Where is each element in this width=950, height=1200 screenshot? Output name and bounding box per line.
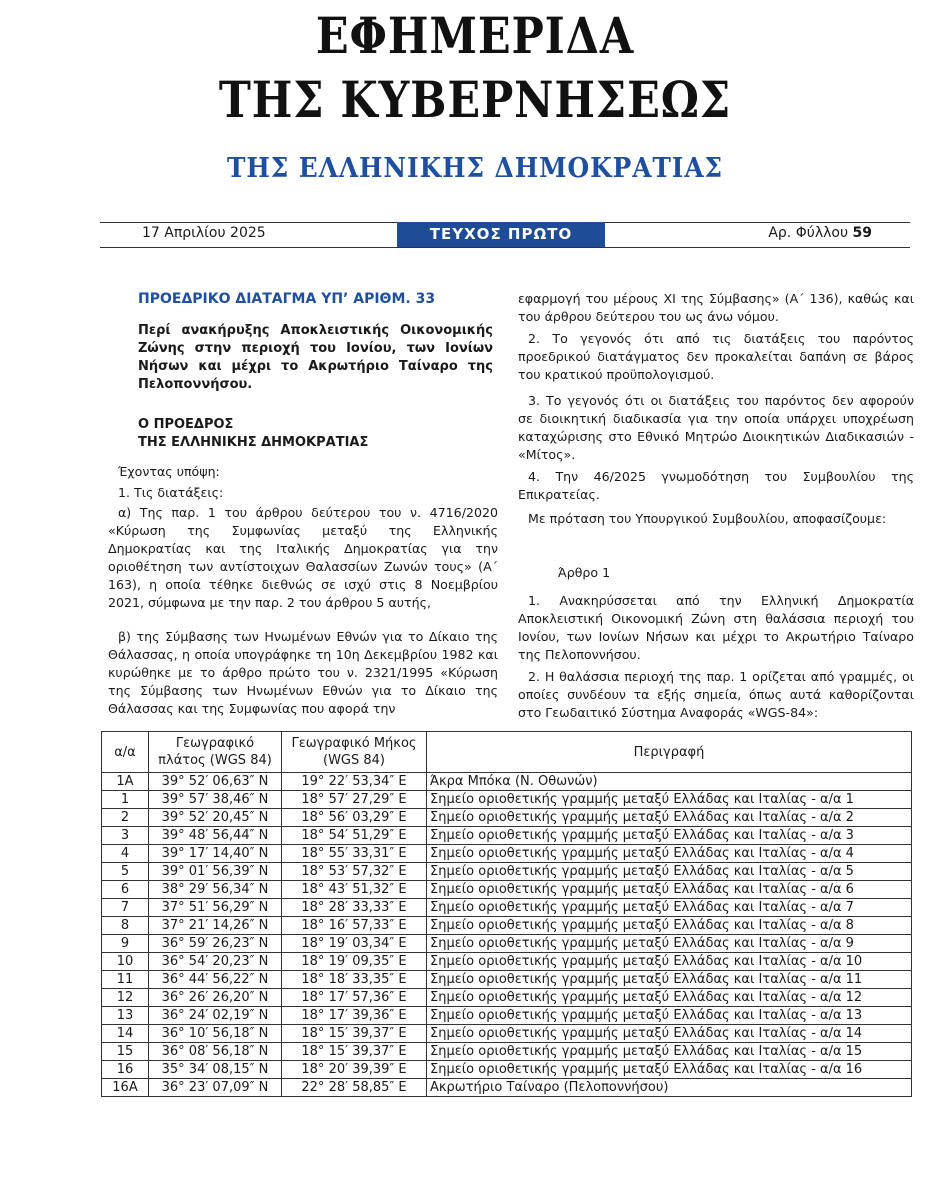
table-row — [102, 917, 912, 935]
cell-latitude: 39° 52′ 06,63″ N — [149, 773, 282, 791]
cell-longitude: 18° 53′ 57,32″ E — [282, 863, 427, 881]
cell-description: Σημείο οριοθετικής γραμμής μεταξύ Ελλάδας και Ιταλίας - α/α 2 — [427, 809, 912, 827]
issue-sheet-number — [768, 225, 872, 241]
cell-aa: 7 — [102, 899, 149, 917]
cell-description: Σημείο οριοθετικής γραμμής μεταξύ Ελλάδας και Ιταλίας - α/α 1 — [427, 791, 912, 809]
cell-latitude: 36° 44′ 56,22″ N — [149, 971, 282, 989]
cell-description: Σημείο οριοθετικής γραμμής μεταξύ Ελλάδας και Ιταλίας - α/α 16 — [427, 1061, 912, 1079]
cell-aa: 14 — [102, 1025, 149, 1043]
cell-longitude: 18° 15′ 39,37″ E — [282, 1025, 427, 1043]
table-row — [102, 1079, 912, 1097]
table-row — [102, 827, 912, 845]
cell-aa: 10 — [102, 953, 149, 971]
header-description: Περιγραφή — [427, 732, 912, 773]
issue-date: 17 Απριλίου 2025 — [142, 225, 266, 241]
cell-latitude: 36° 08′ 56,18″ N — [149, 1043, 282, 1061]
cell-latitude: 39° 17′ 14,40″ N — [149, 845, 282, 863]
issue-sheet-label: Αρ. Φύλλου — [768, 225, 849, 241]
table-row — [102, 1043, 912, 1061]
cell-aa: 9 — [102, 935, 149, 953]
cell-aa: 3 — [102, 827, 149, 845]
cell-latitude: 39° 57′ 38,46″ N — [149, 791, 282, 809]
cell-longitude: 18° 17′ 57,36″ E — [282, 989, 427, 1007]
cell-aa: 5 — [102, 863, 149, 881]
cell-description: Σημείο οριοθετικής γραμμής μεταξύ Ελλάδας και Ιταλίας - α/α 4 — [427, 845, 912, 863]
president-title — [138, 416, 368, 452]
cell-description: Σημείο οριοθετικής γραμμής μεταξύ Ελλάδας και Ιταλίας - α/α 15 — [427, 1043, 912, 1061]
right-paragraph-4: 4. Την 46/2025 γνωμοδότηση του Συμβουλίου της Επικρατείας. — [518, 469, 914, 502]
left-paragraph-4: β) της Σύμβασης των Ηνωμένων Εθνών για το Δίκαιο της Θάλασσας, η οποία υπογράφηκε τη 10η Δεκεμβρίου 1982 και κυρώθηκε με το άρθρο πρώτο του ν. 2321/1995 «Κύρωση της Σύμβασης των Ηνωμένων Εθνών για το Δίκαιο της Θάλασσας και της Συμφωνίας που αφορά την — [108, 629, 498, 716]
cell-aa: 16Α — [102, 1079, 149, 1097]
cell-longitude: 18° 17′ 39,36″ E — [282, 1007, 427, 1025]
president-line1: Ο ΠΡΟΕΔΡΟΣ — [138, 417, 234, 432]
table-row — [102, 1061, 912, 1079]
cell-longitude: 18° 18′ 33,35″ E — [282, 971, 427, 989]
cell-longitude: 18° 19′ 03,34″ E — [282, 935, 427, 953]
cell-aa: 13 — [102, 1007, 149, 1025]
cell-aa: 11 — [102, 971, 149, 989]
table-body — [102, 773, 912, 1097]
cell-aa: 4 — [102, 845, 149, 863]
cell-aa: 12 — [102, 989, 149, 1007]
left-paragraph-3: α) Της παρ. 1 του άρθρου δεύτερου του ν. 4716/2020 «Κύρωση της Συμφωνίας μεταξύ της Ελληνικής Δημοκρατίας και της Ιταλικής Δημοκρατίας για την οριοθέτηση των αντίστοιχων Θαλασσίων Ζωνών τους» (Α΄ 163), η οποία τέθηκε διεθνώς σε ισχύ στις 8 Νοεμβρίου 2021, σύμφωνα με την παρ. 2 του άρθρου 5 αυτής, — [108, 505, 498, 610]
cell-latitude: 36° 23′ 07,09″ N — [149, 1079, 282, 1097]
cell-description: Ακρωτήριο Ταίναρο (Πελοποννήσου) — [427, 1079, 912, 1097]
left-paragraph-1: Έχοντας υπόψη: — [118, 464, 220, 479]
table-header-row — [102, 732, 912, 773]
table-row — [102, 1025, 912, 1043]
cell-longitude: 18° 20′ 39,39″ E — [282, 1061, 427, 1079]
cell-latitude: 36° 26′ 26,20″ N — [149, 989, 282, 1007]
cell-longitude: 18° 43′ 51,32″ E — [282, 881, 427, 899]
masthead-title-line1: ΕΦΗΜΕΡΙΔΑ — [315, 6, 635, 65]
cell-longitude: 18° 56′ 03,29″ E — [282, 809, 427, 827]
cell-description: Σημείο οριοθετικής γραμμής μεταξύ Ελλάδας και Ιταλίας - α/α 13 — [427, 1007, 912, 1025]
cell-description: Σημείο οριοθετικής γραμμής μεταξύ Ελλάδας και Ιταλίας - α/α 9 — [427, 935, 912, 953]
right-paragraph-2: 2. Το γεγονός ότι από τις διατάξεις του παρόντος προεδρικού διατάγματος δεν προκαλείται δαπάνη σε βάρος του κρατικού προϋπολογισμού. — [518, 331, 914, 382]
cell-description: Σημείο οριοθετικής γραμμής μεταξύ Ελλάδας και Ιταλίας - α/α 8 — [427, 917, 912, 935]
table-row — [102, 935, 912, 953]
cell-longitude: 19° 22′ 53,34″ E — [282, 773, 427, 791]
table-row — [102, 881, 912, 899]
cell-latitude: 35° 34′ 08,15″ N — [149, 1061, 282, 1079]
table-row — [102, 1007, 912, 1025]
table-row — [102, 899, 912, 917]
cell-aa: 1Α — [102, 773, 149, 791]
cell-aa: 1 — [102, 791, 149, 809]
right-paragraph-3: 3. Το γεγονός ότι οι διατάξεις του παρόντος δεν αφορούν σε διοικητική διαδικασία για την οποία υπάρχει υποχρέωση καταχώρισης στο Εθνικό Μητρώο Διοικητικών Διαδικασιών - «Μίτος». — [518, 393, 914, 462]
cell-longitude: 18° 55′ 33,31″ E — [282, 845, 427, 863]
issue-series-badge: ΤΕΥΧΟΣ ΠΡΩΤΟ — [397, 222, 605, 247]
cell-latitude: 36° 59′ 26,23″ N — [149, 935, 282, 953]
right-paragraph-1: εφαρμογή του μέρους XI της Σύμβασης» (Α΄ 136), καθώς και του άρθρου δεύτερου του ως άνω νόμου. — [518, 291, 914, 324]
cell-aa: 15 — [102, 1043, 149, 1061]
cell-latitude: 36° 10′ 56,18″ N — [149, 1025, 282, 1043]
cell-longitude: 18° 57′ 27,29″ E — [282, 791, 427, 809]
coordinates-table — [101, 731, 912, 1097]
right-paragraph-5: Με πρόταση του Υπουργικού Συμβουλίου, αποφασίζουμε: — [528, 511, 887, 526]
table-row — [102, 773, 912, 791]
masthead-title-line2: ΤΗΣ ΚΥΒΕΡΝΗΣΕΩΣ — [218, 70, 732, 129]
issue-bar — [100, 222, 910, 248]
table-row — [102, 845, 912, 863]
cell-latitude: 38° 29′ 56,34″ N — [149, 881, 282, 899]
table-row — [102, 989, 912, 1007]
table-row — [102, 953, 912, 971]
table-row — [102, 809, 912, 827]
cell-latitude: 39° 48′ 56,44″ N — [149, 827, 282, 845]
cell-description: Σημείο οριοθετικής γραμμής μεταξύ Ελλάδας και Ιταλίας - α/α 10 — [427, 953, 912, 971]
cell-description: Σημείο οριοθετικής γραμμής μεταξύ Ελλάδας και Ιταλίας - α/α 5 — [427, 863, 912, 881]
cell-latitude: 39° 01′ 56,39″ N — [149, 863, 282, 881]
cell-description: Σημείο οριοθετικής γραμμής μεταξύ Ελλάδας και Ιταλίας - α/α 11 — [427, 971, 912, 989]
cell-longitude: 18° 19′ 09,35″ E — [282, 953, 427, 971]
cell-description: Σημείο οριοθετικής γραμμής μεταξύ Ελλάδας και Ιταλίας - α/α 12 — [427, 989, 912, 1007]
header-latitude: Γεωγραφικό πλάτος (WGS 84) — [149, 732, 282, 773]
cell-aa: 2 — [102, 809, 149, 827]
cell-aa: 8 — [102, 917, 149, 935]
article-1-heading: Άρθρο 1 — [558, 565, 611, 580]
cell-description: Σημείο οριοθετικής γραμμής μεταξύ Ελλάδας και Ιταλίας - α/α 6 — [427, 881, 912, 899]
cell-description: Σημείο οριοθετικής γραμμής μεταξύ Ελλάδας και Ιταλίας - α/α 3 — [427, 827, 912, 845]
cell-description: Σημείο οριοθετικής γραμμής μεταξύ Ελλάδας και Ιταλίας - α/α 7 — [427, 899, 912, 917]
cell-latitude: 36° 54′ 20,23″ N — [149, 953, 282, 971]
cell-latitude: 36° 24′ 02,19″ N — [149, 1007, 282, 1025]
left-paragraph-2: 1. Τις διατάξεις: — [118, 485, 224, 500]
table-row — [102, 971, 912, 989]
table-row — [102, 863, 912, 881]
cell-longitude: 22° 28′ 58,85″ E — [282, 1079, 427, 1097]
decree-subject: Περί ανακήρυξης Αποκλειστικής Οικονομικής Ζώνης στην περιοχή του Ιονίου, των Ιονίων Νήσων και μέχρι το Ακρωτήριο Ταίναρο της Πελοποννήσου. — [138, 323, 493, 392]
article-1-paragraph-2: 2. Η θαλάσσια περιοχή της παρ. 1 ορίζεται από γραμμές, οι οποίες συνδέουν τα εξής σημεία, όπως αυτά καθορίζονται στο Γεωδαιτικό Σύστημα Αναφοράς «WGS-84»: — [518, 669, 914, 720]
masthead-subtitle: ΤΗΣ ΕΛΛΗΝΙΚΗΣ ΔΗΜΟΚΡΑΤΙΑΣ — [226, 153, 724, 184]
cell-longitude: 18° 15′ 39,37″ E — [282, 1043, 427, 1061]
cell-description: Άκρα Μπόκα (Ν. Οθωνών) — [427, 773, 912, 791]
article-1-paragraph-1: 1. Ανακηρύσσεται από την Ελληνική Δημοκρατία Αποκλειστική Οικονομική Ζώνη στη θαλάσσια περιοχή του Ιονίου, των Ιονίων Νήσων και μέχρι το Ακρωτήριο Ταίναρο της Πελοποννήσου. — [518, 593, 914, 662]
cell-longitude: 18° 28′ 33,33″ E — [282, 899, 427, 917]
cell-aa: 16 — [102, 1061, 149, 1079]
header-longitude: Γεωγραφικό Μήκος (WGS 84) — [282, 732, 427, 773]
cell-aa: 6 — [102, 881, 149, 899]
issue-sheet-value: 59 — [852, 225, 872, 241]
table-row — [102, 791, 912, 809]
cell-latitude: 39° 52′ 20,45″ N — [149, 809, 282, 827]
header-aa: α/α — [102, 732, 149, 773]
president-line2: ΤΗΣ ΕΛΛΗΝΙΚΗΣ ΔΗΜΟΚΡΑΤΙΑΣ — [138, 435, 369, 450]
cell-longitude: 18° 54′ 51,29″ E — [282, 827, 427, 845]
cell-description: Σημείο οριοθετικής γραμμής μεταξύ Ελλάδας και Ιταλίας - α/α 14 — [427, 1025, 912, 1043]
cell-latitude: 37° 51′ 56,29″ N — [149, 899, 282, 917]
cell-latitude: 37° 21′ 14,26″ N — [149, 917, 282, 935]
decree-heading: ΠΡΟΕΔΡΙΚΟ ΔΙΑΤΑΓΜΑ ΥΠ’ ΑΡΙΘΜ. 33 — [138, 291, 436, 307]
cell-longitude: 18° 16′ 57,33″ E — [282, 917, 427, 935]
